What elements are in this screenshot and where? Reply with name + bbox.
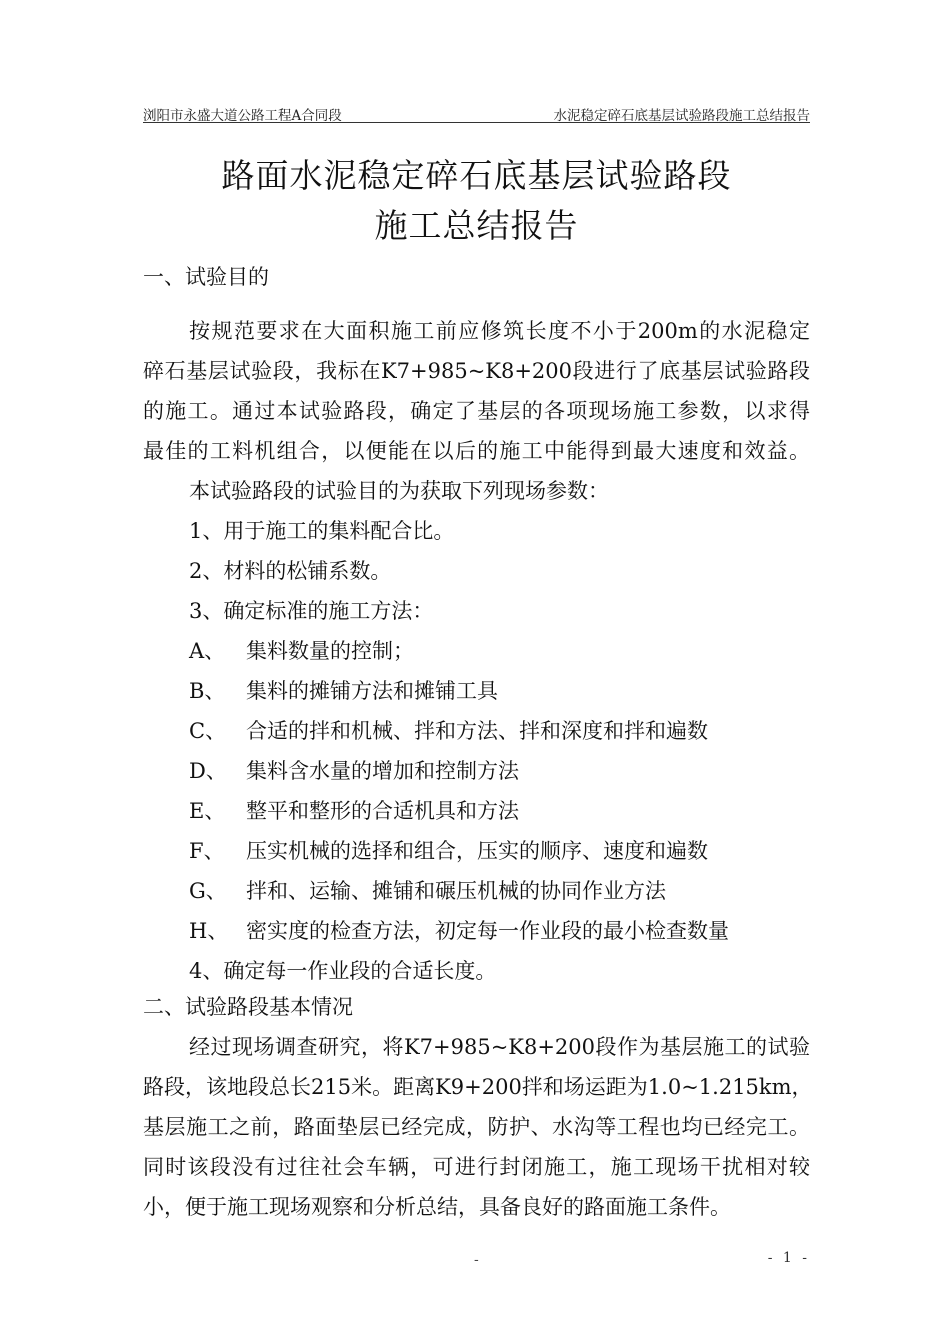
header-project-name: 浏阳市永盛大道公路工程A合同段 (143, 108, 342, 124)
report-title-line1: 路面水泥稳定碎石底基层试验路段 (221, 156, 732, 195)
list-item-2: 2、材料的松铺系数。 (189, 559, 392, 583)
subitem-letter-g: G、 (189, 879, 227, 903)
section2-para-line4: 同时该段没有过往社会车辆，可进行封闭施工，施工现场干扰相对较 (143, 1155, 810, 1179)
section1-para1-line4: 最佳的工料机组合，以便能在以后的施工中能得到最大速度和效益。 (143, 439, 810, 463)
section2-para-line3: 基层施工之前，路面垫层已经完成，防护、水沟等工程也均已经完工。 (143, 1115, 810, 1139)
section2-para-line5: 小，便于施工现场观察和分析总结，具备良好的路面施工条件。 (143, 1195, 731, 1219)
subitem-text-e: 整平和整形的合适机具和方法 (246, 799, 519, 823)
section1-heading: 一、试验目的 (143, 265, 269, 289)
page-header (143, 100, 810, 123)
subitem-letter-a: A、 (189, 639, 226, 663)
subitem-letter-b: B、 (189, 679, 226, 703)
subitem-text-f: 压实机械的选择和组合，压实的顺序、速度和遍数 (246, 839, 708, 863)
section1-para1-line1: 按规范要求在大面积施工前应修筑长度不小于200m的水泥稳定 (189, 319, 810, 343)
subitem-letter-h: H、 (189, 919, 229, 943)
list-item-4: 4、确定每一作业段的合适长度。 (189, 959, 497, 983)
page-number: - 1 - (767, 1250, 810, 1266)
subitem-letter-f: F、 (189, 839, 225, 863)
section2-para-line1: 经过现场调查研究，将K7+985~K8+200段作为基层施工的试验 (189, 1035, 810, 1059)
header-report-name: 水泥稳定碎石底基层试验路段施工总结报告 (553, 108, 810, 124)
footer-dash: - (474, 1252, 479, 1268)
list-item-1: 1、用于施工的集料配合比。 (189, 519, 455, 543)
subitem-text-g: 拌和、运输、摊铺和碾压机械的协同作业方法 (246, 879, 666, 903)
subitem-text-c: 合适的拌和机械、拌和方法、拌和深度和拌和遍数 (246, 719, 708, 743)
section1-para1-line3: 的施工。通过本试验路段，确定了基层的各项现场施工参数，以求得 (143, 399, 810, 423)
subitem-text-h: 密实度的检查方法，初定每一作业段的最小检查数量 (246, 919, 729, 943)
subitem-letter-c: C、 (189, 719, 227, 743)
section2-para-line2: 路段，该地段总长215米。距离K9+200拌和场运距为1.0~1.215km， (143, 1075, 813, 1099)
report-title-line2: 施工总结报告 (374, 206, 579, 245)
subitem-letter-e: E、 (189, 799, 226, 823)
subitem-text-d: 集料含水量的增加和控制方法 (246, 759, 519, 783)
section1-para2: 本试验路段的试验目的为获取下列现场参数： (189, 479, 609, 503)
subitem-text-a: 集料数量的控制； (246, 639, 414, 663)
list-item-3: 3、确定标准的施工方法： (189, 599, 434, 623)
subitem-letter-d: D、 (189, 759, 227, 783)
subitem-text-b: 集料的摊铺方法和摊铺工具 (246, 679, 498, 703)
section1-para1-line2: 碎石基层试验段，我标在K7+985~K8+200段进行了底基层试验路段 (143, 359, 810, 383)
section2-heading: 二、试验路段基本情况 (143, 995, 353, 1019)
